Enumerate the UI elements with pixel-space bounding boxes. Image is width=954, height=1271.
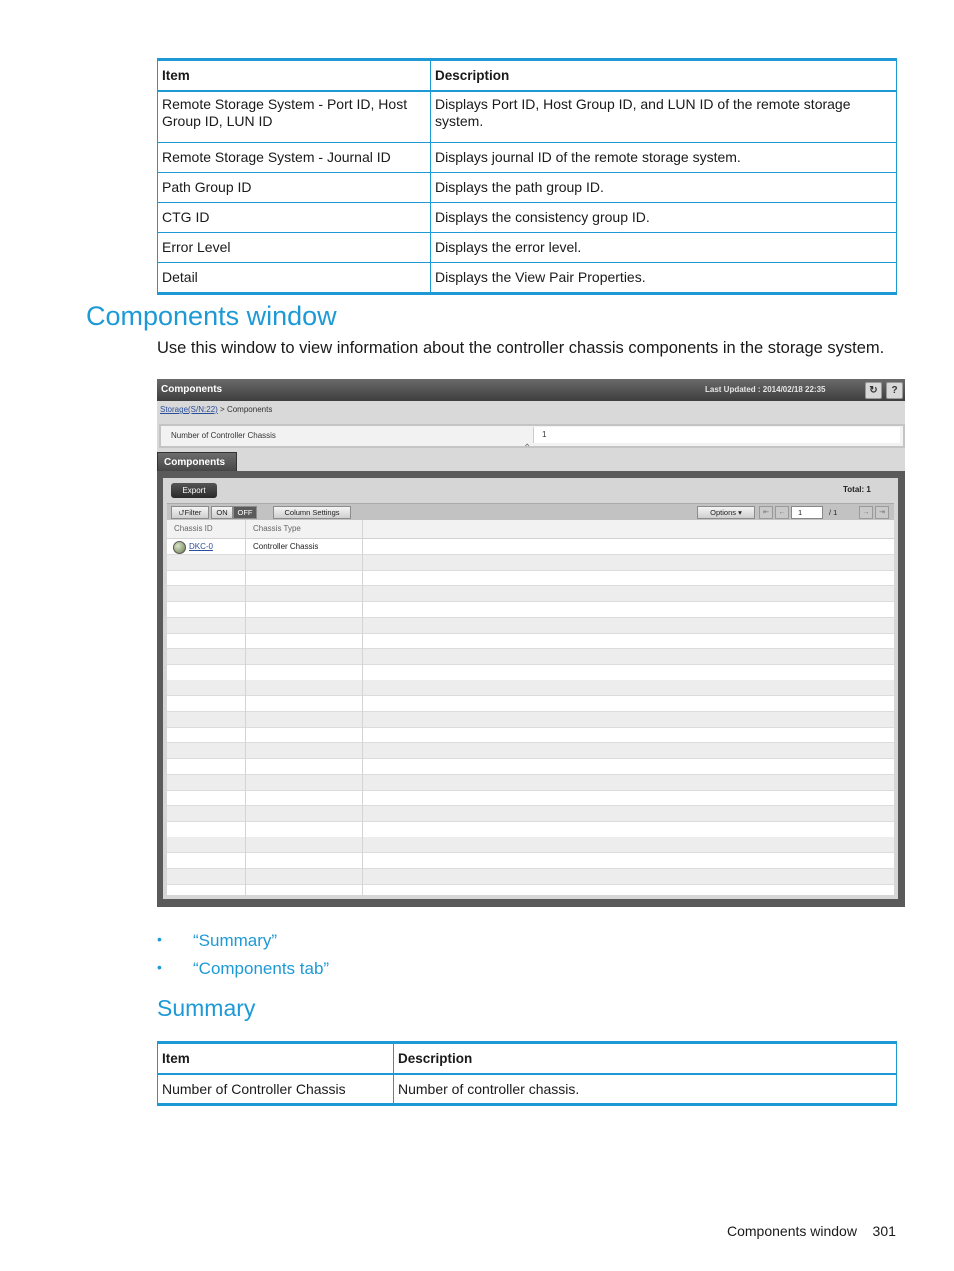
table-row [167,555,894,571]
item-description-table [157,58,897,295]
refresh-icon[interactable]: ↻ [865,382,882,399]
prev-page-icon[interactable]: ← [775,506,789,519]
breadcrumb [160,405,272,414]
section-intro: Use this window to view information about the controller chassis components in the storage system. [157,339,885,357]
item-cell: CTG ID [158,203,431,233]
total-count [843,485,871,494]
description-cell: Displays the path group ID. [431,173,897,203]
table-row [167,806,894,822]
table-header-row [158,1043,897,1075]
first-page-icon[interactable]: ⇤ [759,506,773,519]
chassis-icon [173,541,186,554]
summary-box [159,424,905,448]
window-title-bar [157,379,905,401]
total-value: 1 [866,485,871,494]
window-title: Components [161,384,223,395]
item-cell: Error Level [158,233,431,263]
header-item: Item [158,1043,394,1075]
item-cell: Remote Storage System - Journal ID [158,143,431,173]
breadcrumb-separator: > [220,405,225,414]
summary-value: 1 [542,430,547,439]
filter-on-toggle[interactable]: ON [211,506,233,519]
column-header-chassis-type[interactable]: Chassis Type [253,524,301,533]
total-label: Total: [843,485,865,494]
bullet-icon: • [157,931,162,947]
table-row [167,884,894,895]
page-number: 301 [872,1223,896,1239]
table-row [167,853,894,869]
last-page-icon[interactable]: ⇥ [875,506,889,519]
table-row [167,696,894,712]
table-row [167,790,894,806]
table-row [158,1074,897,1105]
table-row [167,743,894,759]
summary-value-cell [533,427,900,443]
description-cell: Displays the consistency group ID. [431,203,897,233]
components-tab-link[interactable]: “Components tab” [193,959,330,978]
table-row [167,759,894,775]
components-panel-inner [163,478,898,899]
options-label: Options [710,508,736,517]
table-row [167,869,894,885]
header-description: Description [394,1043,897,1075]
description-cell: Displays journal ID of the remote storage system. [431,143,897,173]
table-row[interactable] [167,539,894,555]
bullet-icon: • [157,959,162,975]
header-description: Description [431,60,897,92]
table-row [167,712,894,728]
table-row [167,570,894,586]
description-cell: Displays the View Pair Properties. [431,263,897,294]
table-row [167,649,894,665]
item-cell: Path Group ID [158,173,431,203]
components-window-screenshot [157,379,905,907]
description-cell: Displays the error level. [431,233,897,263]
breadcrumb-current: Components [226,405,273,414]
table-row [158,263,897,294]
table-row [158,203,897,233]
filter-label: Filter [184,508,202,517]
filter-off-toggle[interactable]: OFF [233,506,257,519]
summary-title: Summary [157,995,256,1021]
table-header-row [158,60,897,92]
table-row [167,775,894,791]
description-cell: Number of controller chassis. [394,1074,897,1105]
header-item: Item [158,60,431,92]
page-number-input[interactable]: 1 [791,506,823,519]
chassis-id-link[interactable]: DKC-0 [189,542,214,551]
page-footer [727,1223,896,1239]
grid-header [167,520,894,539]
breadcrumb-storage-link[interactable]: Storage(S/N:22) [160,405,218,414]
collapse-caret-icon[interactable]: ⌃ [523,443,532,454]
components-grid [167,520,894,895]
column-settings-button[interactable]: Column Settings [273,506,351,519]
components-panel [157,471,905,907]
table-row [158,91,897,143]
summary-link[interactable]: “Summary” [193,931,278,950]
filter-button[interactable] [171,506,209,519]
table-row [167,586,894,602]
tab-label: Components [164,457,226,468]
summary-table [157,1041,897,1106]
column-divider [362,520,363,895]
chevron-down-icon: ▾ [738,508,742,517]
options-button[interactable] [697,506,755,519]
table-row [158,143,897,173]
table-row [167,837,894,853]
last-updated: Last Updated : 2014/02/18 22:35 [705,385,826,394]
filter-icon: ⮍ [178,508,185,517]
page-of-label: / 1 [829,508,838,517]
item-cell: Remote Storage System - Port ID, Host Group ID, LUN ID [158,91,431,143]
tab-components[interactable] [157,452,237,473]
table-row [167,680,894,696]
column-divider [245,520,246,895]
section-title: Components window [86,301,337,331]
footer-section: Components window [727,1223,857,1239]
table-row [158,173,897,203]
export-button[interactable]: Export [171,483,217,498]
table-row [158,233,897,263]
chassis-type-cell: Controller Chassis [253,542,319,551]
next-page-icon[interactable]: → [859,506,873,519]
column-header-chassis-id[interactable]: Chassis ID [174,524,213,533]
table-row [167,602,894,618]
description-cell: Displays Port ID, Host Group ID, and LUN ID of the remote storage system. [431,91,897,143]
summary-label: Number of Controller Chassis [171,431,276,440]
item-cell: Number of Controller Chassis [158,1074,394,1105]
help-button[interactable]: ? [886,382,903,399]
table-row [167,665,894,681]
item-cell: Detail [158,263,431,294]
table-row [167,822,894,838]
grid-toolbar [167,503,894,520]
table-row [167,727,894,743]
table-row [167,618,894,634]
table-row [167,633,894,649]
